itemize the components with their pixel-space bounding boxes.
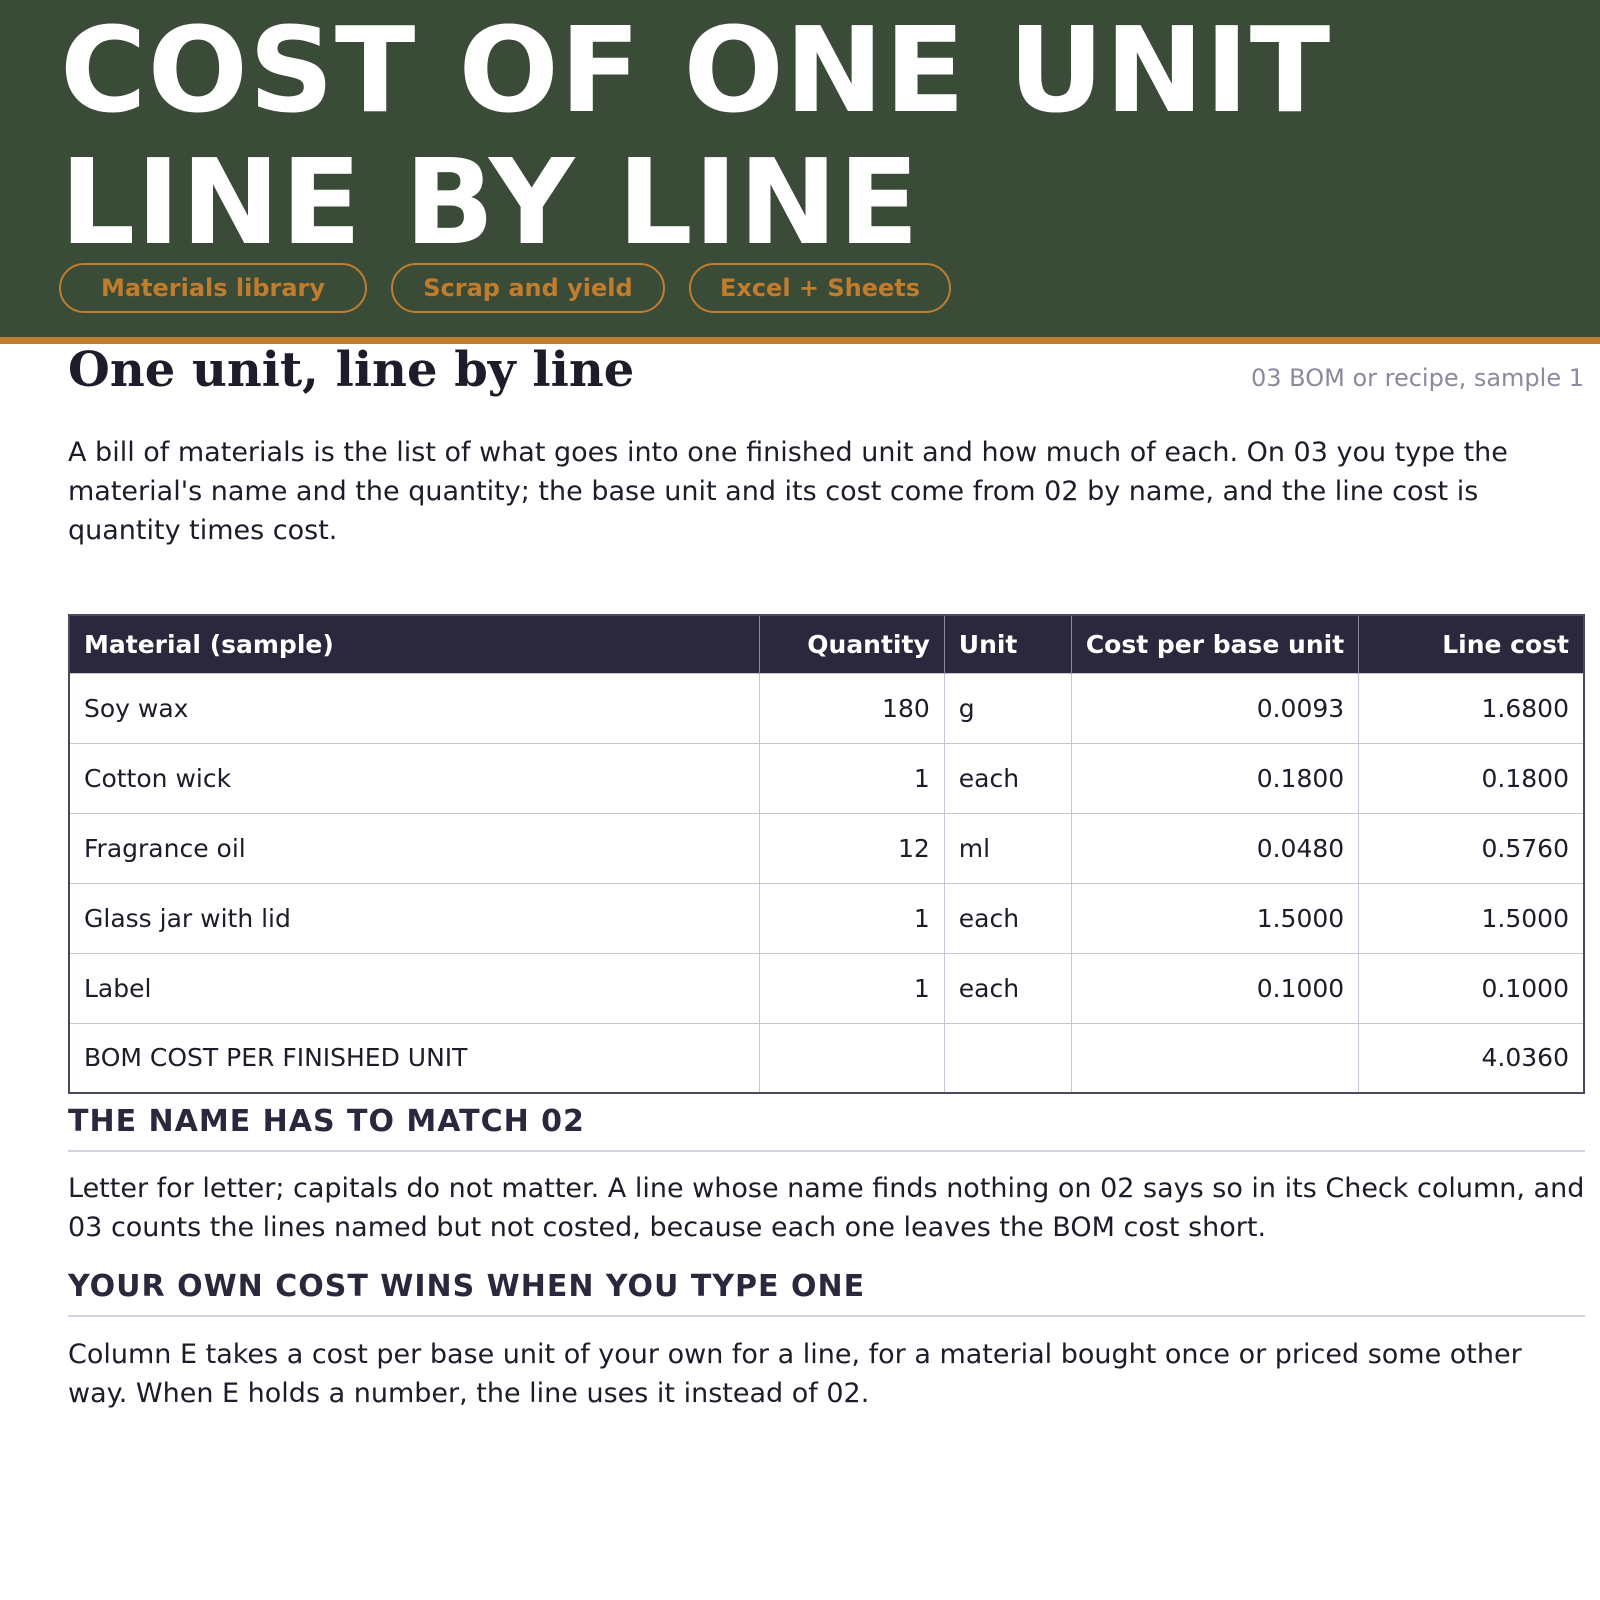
table-header-row — [69, 615, 1584, 673]
table-total-row — [69, 1023, 1584, 1093]
total-label: BOM COST PER FINISHED UNIT — [69, 1023, 759, 1093]
bom-table — [68, 614, 1585, 1094]
cell-material[interactable]: Fragrance oil — [69, 813, 759, 883]
table-row — [69, 673, 1584, 743]
column-header-unit: Unit — [944, 615, 1071, 673]
cell-line-cost: 0.1800 — [1359, 743, 1584, 813]
cell-line-cost: 1.6800 — [1359, 673, 1584, 743]
cell-material[interactable]: Cotton wick — [69, 743, 759, 813]
section-body-name-match: Letter for letter; capitals do not matter. A line whose name finds nothing on 02 says so in its Check column, and 03 counts the lines named but not costed, because each one leaves the BOM cost short. — [68, 1173, 1585, 1243]
pill-excel-sheets[interactable]: Excel + Sheets — [689, 263, 951, 313]
cell-unit: each — [944, 743, 1071, 813]
pill-scrap-and-yield[interactable]: Scrap and yield — [391, 263, 665, 313]
section-heading-own-cost: YOUR OWN COST WINS WHEN YOU TYPE ONE — [68, 1267, 1585, 1317]
page-tag: 03 BOM or recipe, sample 1 — [1251, 364, 1584, 392]
table-row — [69, 813, 1584, 883]
cell-cost-per-base-unit: 0.1800 — [1071, 743, 1358, 813]
column-header-cost-per-base-unit: Cost per base unit — [1071, 615, 1358, 673]
table-row — [69, 743, 1584, 813]
table-row — [69, 953, 1584, 1023]
cell-material[interactable]: Glass jar with lid — [69, 883, 759, 953]
cell-unit: each — [944, 953, 1071, 1023]
section-heading-name-match: THE NAME HAS TO MATCH 02 — [68, 1102, 1585, 1152]
header-title: COST OF ONE UNIT LINE BY LINE — [60, 1, 1332, 271]
cell-empty — [944, 1023, 1071, 1093]
section-body-own-cost: Column E takes a cost per base unit of your own for a line, for a material bought once or priced some other way. When E holds a number, the line uses it instead of 02. — [68, 1339, 1522, 1409]
cell-quantity[interactable]: 1 — [759, 743, 944, 813]
cell-quantity[interactable]: 12 — [759, 813, 944, 883]
column-header-quantity: Quantity — [759, 615, 944, 673]
page-title: One unit, line by line — [68, 342, 635, 398]
table-row — [69, 883, 1584, 953]
cell-cost-per-base-unit: 0.0093 — [1071, 673, 1358, 743]
cell-empty — [759, 1023, 944, 1093]
cell-cost-per-base-unit: 0.0480 — [1071, 813, 1358, 883]
column-header-material: Material (sample) — [69, 615, 759, 673]
column-header-line-cost: Line cost — [1359, 615, 1584, 673]
cell-empty — [1071, 1023, 1358, 1093]
cell-cost-per-base-unit: 1.5000 — [1071, 883, 1358, 953]
cell-material[interactable]: Label — [69, 953, 759, 1023]
cell-unit: ml — [944, 813, 1071, 883]
cell-line-cost: 0.5760 — [1359, 813, 1584, 883]
cell-line-cost: 0.1000 — [1359, 953, 1584, 1023]
cell-unit: each — [944, 883, 1071, 953]
header-banner — [0, 0, 1600, 344]
cell-material[interactable]: Soy wax — [69, 673, 759, 743]
intro-paragraph: A bill of materials is the list of what goes into one finished unit and how much of each. On 03 you type the material's name and the quantity; the base unit and its cost come from 02 by name, and the line cost is quantity times cost. — [68, 437, 1508, 546]
cell-line-cost: 1.5000 — [1359, 883, 1584, 953]
cell-quantity[interactable]: 180 — [759, 673, 944, 743]
total-bom-cost: 4.0360 — [1359, 1023, 1584, 1093]
cell-quantity[interactable]: 1 — [759, 953, 944, 1023]
pill-materials-library[interactable]: Materials library — [59, 263, 367, 313]
cell-cost-per-base-unit: 0.1000 — [1071, 953, 1358, 1023]
cell-quantity[interactable]: 1 — [759, 883, 944, 953]
cell-unit: g — [944, 673, 1071, 743]
